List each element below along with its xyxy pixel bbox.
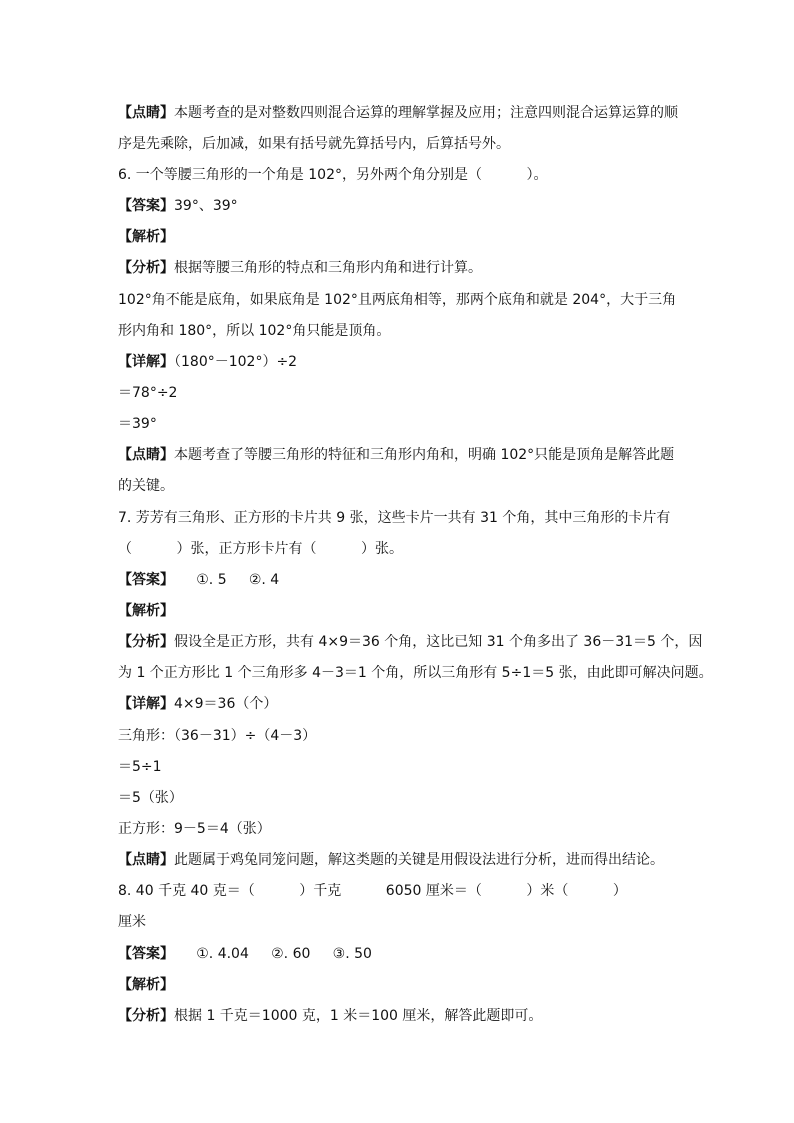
section-tag: 【分析】 [118,634,174,650]
answer-7: 【答案】 ①. 5 ②. 4 [118,572,280,588]
explanation-heading-8 [118,975,174,995]
solution-7-step-5: 正方形：9－5＝4（张） [118,821,271,837]
section-tag: 【解析】 [118,603,174,619]
solution-6-step-2: ＝78°÷2 [118,385,178,401]
question-8-line-1: 8. 40 千克 40 克＝（ ）千克 6050 厘米＝（ ）米（ ） [118,883,627,899]
section-tag: 【答案】 [118,946,174,962]
tip-6-line-1: 【点睛】本题考查了等腰三角形的特征和三角形内角和，明确 102°只能是顶角是解答此题 [118,447,675,463]
solution-7-step-2: 三角形：（36－31）÷（4－3） [118,728,317,744]
analysis-6: 【分析】根据等腰三角形的特点和三角形内角和进行计算。 [118,260,482,276]
section-tag: 【解析】 [118,977,174,993]
section-tag: 【分析】 [118,260,174,276]
tip-line-2: 序是先乘除，后加减，如果有括号就先算括号内，后算括号外。 [118,136,510,152]
answer-6: 【答案】39°、39° [118,198,238,214]
question-7-line-1: 7. 芳芳有三角形、正方形的卡片共 9 张，这些卡片一共有 31 个角，其中三角形的卡片有 [118,510,671,526]
question-7-line-2: （ ）张，正方形卡片有（ ）张。 [118,541,404,557]
section-tag: 【点睛】 [118,447,174,463]
tip-line-1: 【点睛】本题考查的是对整数四则混合运算的理解掌握及应用；注意四则混合运算运算的顺 [118,105,678,121]
solution-7-step-1: 【详解】4×9＝36（个） [118,696,278,712]
tip-7: 【点睛】此题属于鸡兔同笼问题，解这类题的关键是用假设法进行分析，进而得出结论。 [118,852,664,868]
section-tag: 【点睛】 [118,105,174,121]
section-tag: 【详解】 [118,354,174,370]
question-6: 6. 一个等腰三角形的一个角是 102°，另外两个角分别是（ ）。 [118,167,548,183]
solution-7-step-3: ＝5÷1 [118,759,162,775]
answer-8: 【答案】 ①. 4.04 ②. 60 ③. 50 [118,946,372,962]
analysis-6-detail-2: 形内角和 180°，所以 102°角只能是顶角。 [118,323,391,339]
analysis-7-line-2: 为 1 个正方形比 1 个三角形多 4－3＝1 个角，所以三角形有 5÷1＝5 张，由此即可解决问题。 [118,665,713,681]
explanation-heading-6 [118,227,174,247]
section-tag: 【解析】 [118,229,174,245]
section-tag: 【答案】 [118,572,174,588]
solution-6-step-1: 【详解】（180°－102°）÷2 [118,354,298,370]
analysis-7-line-1: 【分析】假设全是正方形，共有 4×9＝36 个角，这比已知 31 个角多出了 36－31＝5 个，因 [118,634,703,650]
section-tag: 【详解】 [118,696,174,712]
tip-6-line-2: 的关键。 [118,478,174,494]
section-tag: 【分析】 [118,1008,174,1024]
analysis-8: 【分析】根据 1 千克＝1000 克，1 米＝100 厘米，解答此题即可。 [118,1008,543,1024]
explanation-heading-7 [118,601,174,621]
solution-6-step-3: ＝39° [118,416,157,432]
section-tag: 【点睛】 [118,852,174,868]
question-8-line-2: 厘米 [118,914,146,930]
section-tag: 【答案】 [118,198,174,214]
analysis-6-detail-1: 102°角不能是底角，如果底角是 102°且两底角相等，那两个底角和就是 204°，大于三角 [118,292,677,308]
solution-7-step-4: ＝5（张） [118,790,183,806]
